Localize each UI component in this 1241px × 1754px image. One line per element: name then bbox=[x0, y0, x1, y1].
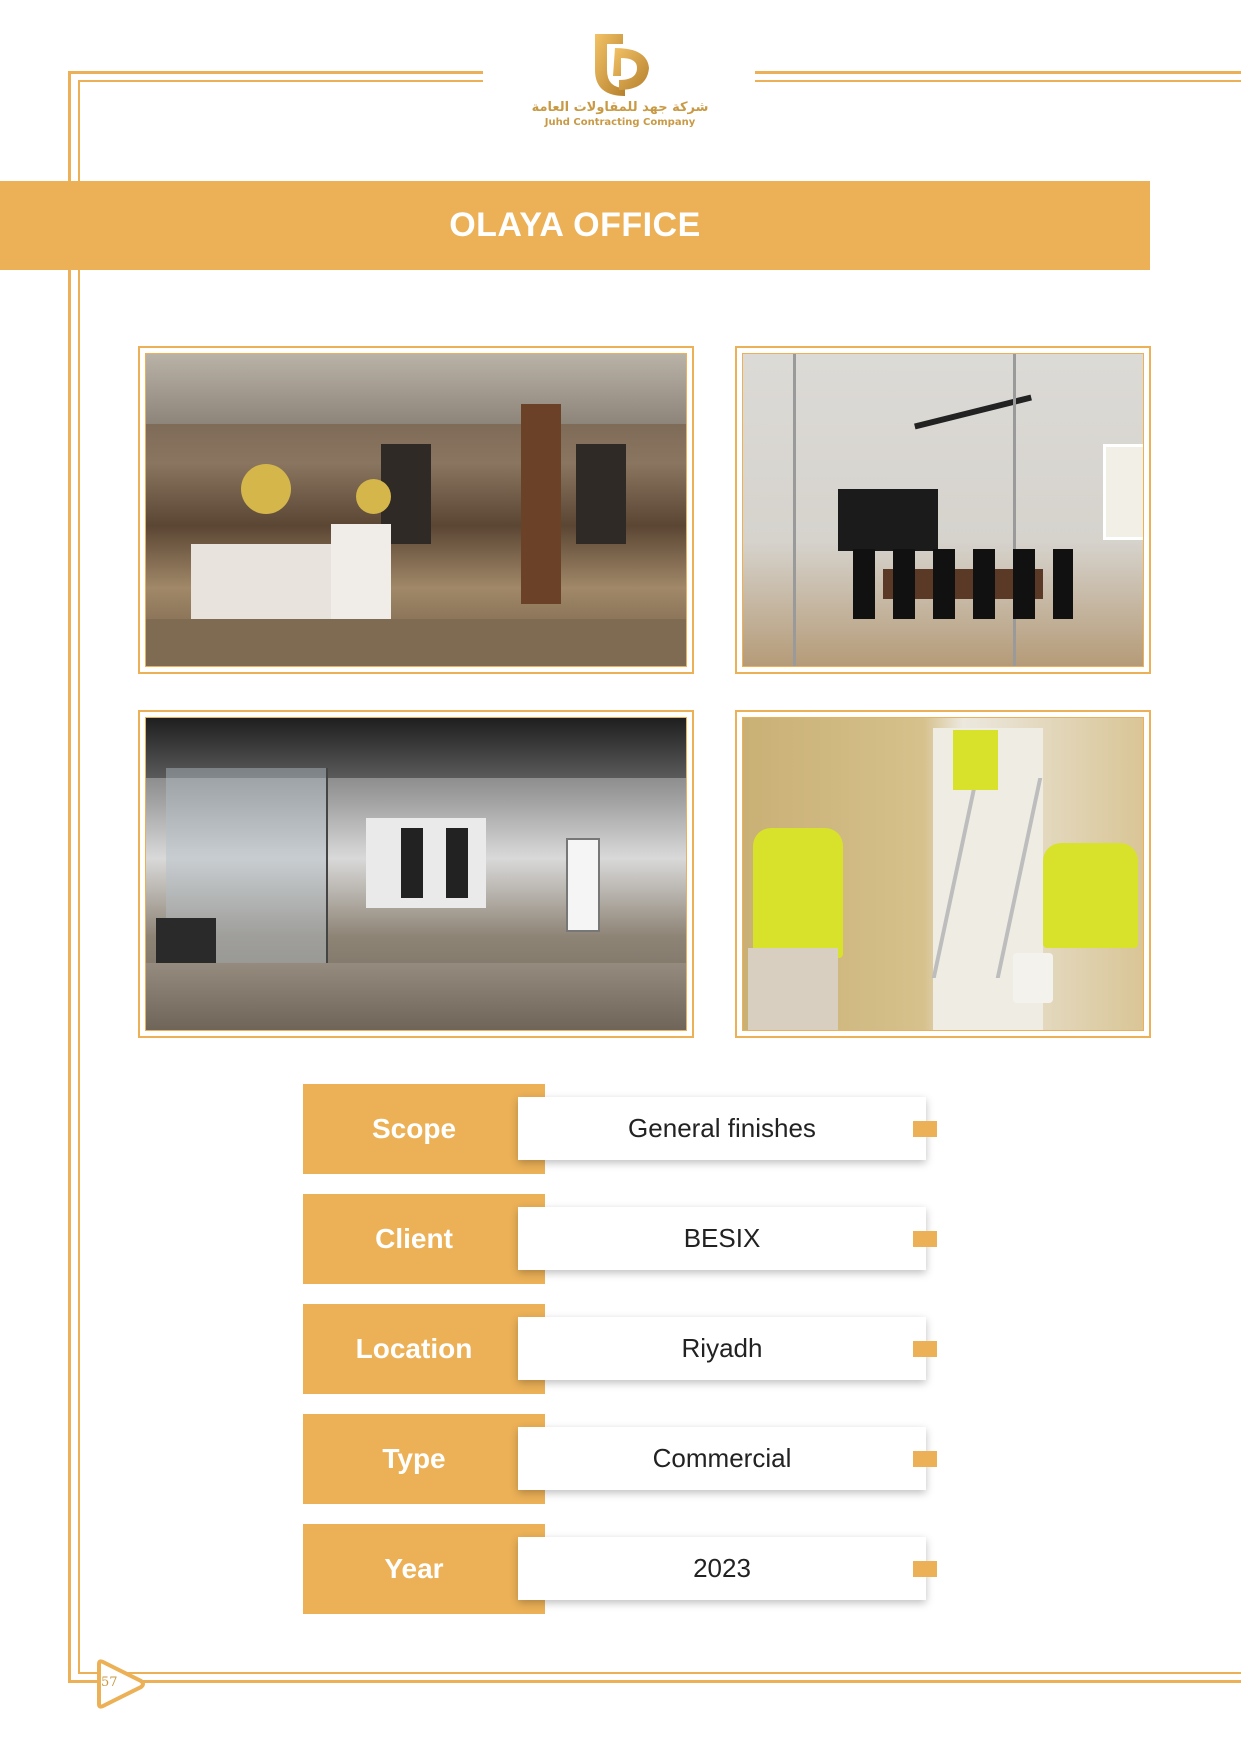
frame-left-line bbox=[68, 71, 71, 1683]
title-band bbox=[0, 181, 1150, 270]
detail-row-year bbox=[303, 1524, 937, 1614]
juhd-logo-icon bbox=[585, 30, 655, 98]
whiteboard bbox=[566, 838, 600, 932]
worker-top-vest bbox=[953, 730, 998, 790]
glass-partition-right bbox=[1013, 354, 1016, 666]
office-interior-rendering bbox=[138, 346, 694, 674]
company-name-english: Juhd Contracting Company bbox=[544, 117, 696, 128]
detail-marker bbox=[913, 1341, 937, 1357]
wood-column bbox=[521, 404, 561, 604]
page-number: 57 bbox=[101, 1675, 118, 1690]
worker-left-robe bbox=[748, 948, 838, 1031]
plant-left bbox=[241, 464, 291, 514]
tv-screen bbox=[838, 489, 938, 551]
detail-value: 2023 bbox=[518, 1537, 926, 1600]
paint-bucket bbox=[1013, 953, 1053, 1003]
detail-label: Scope bbox=[303, 1084, 545, 1174]
frame-top-right-line-inner bbox=[755, 80, 1241, 82]
page-title: OLAYA OFFICE bbox=[449, 206, 701, 244]
detail-marker bbox=[913, 1451, 937, 1467]
detail-row-scope bbox=[303, 1084, 937, 1174]
chairs bbox=[853, 549, 1073, 619]
detail-row-type bbox=[303, 1414, 937, 1504]
frame-top-left-line bbox=[68, 71, 483, 74]
page-number-badge bbox=[95, 1658, 145, 1708]
glass-partition bbox=[793, 354, 796, 666]
ceiling-panel bbox=[146, 354, 686, 424]
white-cabinet bbox=[331, 524, 391, 624]
door-left bbox=[401, 828, 423, 898]
detail-marker bbox=[913, 1231, 937, 1247]
frame-bottom-line-inner bbox=[78, 1672, 1241, 1674]
detail-marker bbox=[913, 1121, 937, 1137]
detail-value: General finishes bbox=[518, 1097, 926, 1160]
detail-label: Type bbox=[303, 1414, 545, 1504]
window bbox=[1103, 444, 1144, 540]
detail-marker bbox=[913, 1561, 937, 1577]
detail-label: Year bbox=[303, 1524, 545, 1614]
worker-left-vest bbox=[753, 828, 843, 958]
detail-row-location bbox=[303, 1304, 937, 1394]
company-logo bbox=[520, 30, 720, 140]
detail-label: Location bbox=[303, 1304, 545, 1394]
detail-row-client bbox=[303, 1194, 937, 1284]
open-office-photo bbox=[138, 710, 694, 1038]
workers-on-site-photo bbox=[735, 710, 1151, 1038]
detail-value: Commercial bbox=[518, 1427, 926, 1490]
detail-value: Riyadh bbox=[518, 1317, 926, 1380]
frame-top-right-line bbox=[755, 71, 1241, 74]
meeting-room-photo bbox=[735, 346, 1151, 674]
white-wall bbox=[366, 818, 486, 908]
bookshelf-right bbox=[576, 444, 626, 544]
worker-right-vest bbox=[1043, 843, 1138, 948]
door-right bbox=[446, 828, 468, 898]
floor bbox=[146, 619, 686, 667]
frame-top-left-line-inner bbox=[78, 80, 483, 82]
company-name-arabic: شركة جهد للمقاولات العامة bbox=[531, 100, 709, 115]
plant-right bbox=[356, 479, 391, 514]
floor bbox=[146, 963, 686, 1031]
frame-bottom-line bbox=[68, 1680, 1241, 1683]
detail-value: BESIX bbox=[518, 1207, 926, 1270]
detail-label: Client bbox=[303, 1194, 545, 1284]
frame-left-line-inner bbox=[78, 80, 80, 1674]
